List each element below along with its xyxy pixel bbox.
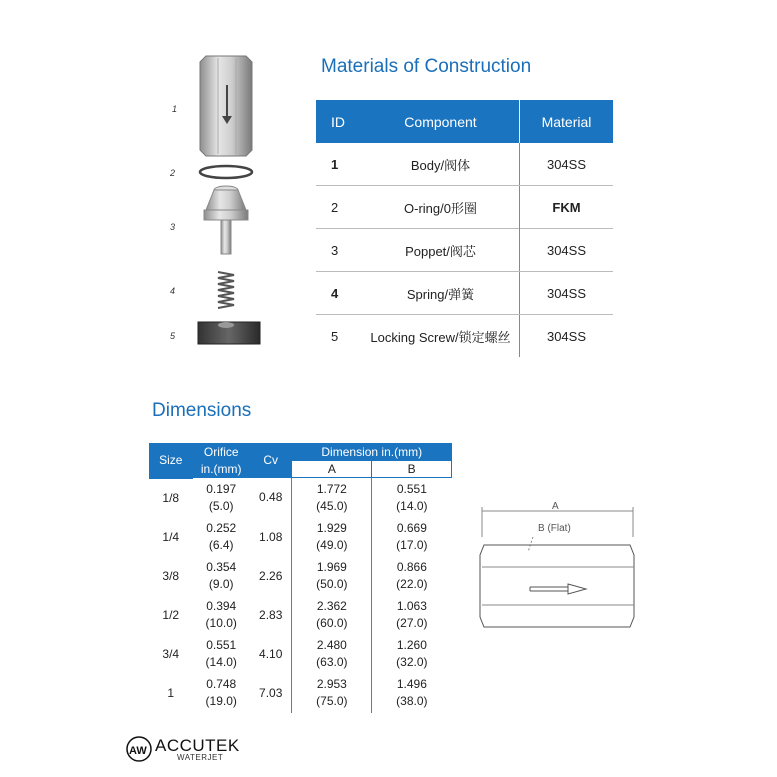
part-label-1: 1 [172, 104, 178, 114]
cell-cv [250, 518, 292, 557]
cell-dimension-b [372, 674, 452, 713]
header-cv: Cv [250, 443, 292, 478]
dimension-b-label: B (Flat) [538, 523, 571, 534]
cell-dimension-a [292, 478, 372, 518]
table-row [316, 315, 613, 358]
cell-dimension-b-value: 0.551 [396, 481, 427, 496]
cell-dimension-a-value: 1.929 [316, 521, 347, 535]
row-component: Poppet/阀芯 [362, 229, 520, 272]
cell-cv [250, 557, 292, 596]
table-row [149, 596, 452, 635]
part-label-5: 5 [170, 331, 176, 341]
logo-subtitle: WATERJET [177, 753, 224, 762]
poppet-part [204, 186, 248, 254]
header-id: ID [316, 100, 362, 143]
check-valve-exploded-drawing [190, 50, 270, 350]
table-row [149, 557, 452, 596]
cell-dimension-a-value: (63.0) [316, 655, 348, 669]
cell-orifice-value: 0.197 [206, 481, 237, 496]
dimensions-subheader-row [149, 461, 452, 478]
cell-dimension-a-value: (50.0) [316, 577, 348, 591]
table-row [149, 478, 452, 518]
dimension-drawing [478, 497, 638, 632]
cell-orifice [193, 518, 250, 557]
row-material: 304SS [520, 229, 614, 272]
header-orifice: Orifice [193, 443, 250, 461]
part-label-4: 4 [170, 286, 176, 296]
cell-size [149, 674, 193, 713]
cell-orifice-value: (10.0) [205, 616, 237, 630]
cell-cv-value: 2.26 [259, 568, 283, 583]
cell-dimension-a-value: (75.0) [316, 694, 348, 708]
cell-dimension-b [372, 557, 452, 596]
cell-cv-value: 0.48 [259, 490, 283, 504]
cell-orifice [193, 635, 250, 674]
cell-dimension-b-value: (14.0) [396, 498, 428, 513]
cell-dimension-a-value: (60.0) [316, 616, 348, 630]
cell-dimension-a-value: 1.969 [316, 560, 347, 574]
cell-dimension-a-value: 1.772 [316, 481, 347, 496]
cell-orifice [193, 596, 250, 635]
row-component: Locking Screw/锁定螺丝 [370, 329, 511, 345]
cell-dimension-b [372, 635, 452, 674]
header-a: A [292, 461, 372, 478]
table-row [316, 229, 613, 272]
logo-mark: AW [129, 745, 147, 757]
cell-size-value: 1/8 [162, 490, 180, 505]
dimensions-table [149, 443, 452, 713]
table-row [149, 635, 452, 674]
cell-dimension-b-value: (32.0) [396, 655, 428, 669]
valve-body-part [200, 56, 252, 156]
cell-cv-value: 1.08 [259, 529, 283, 544]
cell-size [149, 478, 193, 518]
header-orifice-unit: in.(mm) [193, 461, 250, 478]
cell-orifice [193, 674, 250, 713]
row-id: 5 [331, 328, 339, 344]
cell-size-value: 1/4 [162, 529, 180, 544]
cell-size [149, 596, 193, 635]
cell-dimension-b-value: (27.0) [396, 616, 428, 630]
cell-orifice [193, 557, 250, 596]
row-material: FKM [520, 186, 614, 229]
cell-size-value: 1/2 [162, 607, 180, 622]
row-material: 304SS [520, 272, 614, 315]
table-row [316, 186, 613, 229]
o-ring-part [200, 166, 252, 178]
cell-dimension-a-value: (49.0) [316, 538, 348, 552]
cell-dimension-b [372, 478, 452, 518]
header-material: Material [520, 100, 614, 143]
cell-dimension-a-value: 2.362 [316, 599, 347, 613]
cell-orifice-value: (6.4) [208, 538, 234, 552]
cell-cv-value: 4.10 [259, 646, 283, 661]
materials-table [316, 100, 613, 357]
cell-cv-value: 7.03 [259, 685, 283, 700]
cell-cv [250, 478, 292, 518]
cell-size [149, 557, 193, 596]
cell-dimension-a [292, 674, 372, 713]
cell-dimension-b-value: 0.866 [396, 560, 427, 574]
cell-dimension-a [292, 557, 372, 596]
row-component: O-ring/0形圈 [404, 200, 477, 216]
cell-cv [250, 635, 292, 674]
cell-size-value: 3/4 [162, 646, 180, 661]
cell-dimension-b-value: (22.0) [396, 577, 428, 591]
cell-dimension-b-value: 0.669 [396, 521, 427, 535]
materials-header-row [316, 100, 613, 143]
header-component: Component [362, 100, 520, 143]
cell-orifice [193, 478, 250, 518]
part-label-3: 3 [170, 222, 176, 232]
header-dimension: Dimension in.(mm) [292, 443, 452, 461]
cell-dimension-a [292, 518, 372, 557]
cell-orifice-value: (9.0) [208, 577, 234, 591]
header-b: B [372, 461, 452, 478]
cell-orifice-value: 0.748 [206, 677, 237, 691]
table-row [149, 674, 452, 713]
dimensions-header-row [149, 443, 452, 461]
cell-dimension-b [372, 596, 452, 635]
cell-dimension-b-value: 1.063 [396, 599, 427, 613]
cell-dimension-a-value: 2.953 [316, 677, 347, 691]
cell-dimension-b-value: (17.0) [396, 538, 428, 552]
table-row [316, 143, 613, 186]
row-component: Spring/弹簧 [362, 272, 520, 315]
cell-dimension-a-value: 2.480 [316, 638, 347, 652]
cell-cv [250, 596, 292, 635]
cell-size [149, 518, 193, 557]
cell-size-value: 1 [167, 685, 175, 700]
cell-orifice-value: (5.0) [208, 498, 234, 513]
cell-cv [250, 674, 292, 713]
cell-orifice-value: (14.0) [205, 655, 237, 669]
row-id: 3 [316, 229, 362, 272]
row-id: 1 [316, 143, 362, 186]
cell-dimension-b-value: 1.260 [396, 638, 427, 652]
cell-size [149, 635, 193, 674]
cell-dimension-a-value: (45.0) [316, 498, 348, 513]
cell-dimension-b [372, 518, 452, 557]
row-id: 2 [331, 199, 339, 215]
table-row [316, 272, 613, 315]
row-material: 304SS [520, 315, 614, 358]
table-row [149, 518, 452, 557]
row-id: 4 [316, 272, 362, 315]
logo-name: ACCUTEK [155, 736, 240, 755]
accutek-logo-icon [125, 735, 155, 765]
cell-orifice-value: (19.0) [205, 694, 237, 708]
materials-title: Materials of Construction [321, 56, 532, 77]
cell-cv-value: 2.83 [259, 607, 283, 622]
locking-screw-part [198, 322, 260, 344]
part-label-2: 2 [170, 168, 176, 178]
row-component: Body/阀体 [362, 143, 520, 186]
dimension-a-label: A [552, 501, 559, 512]
cell-orifice-value: 0.252 [206, 521, 237, 535]
cell-size-value: 3/8 [162, 568, 180, 583]
cell-dimension-b-value: 1.496 [396, 677, 427, 691]
dimensions-title: Dimensions [152, 400, 252, 421]
header-size: Size [149, 443, 193, 478]
cell-dimension-b-value: (38.0) [396, 694, 428, 708]
row-material: 304SS [520, 143, 614, 186]
cell-orifice-value: 0.394 [206, 599, 237, 613]
cell-dimension-a [292, 596, 372, 635]
cell-orifice-value: 0.551 [206, 638, 237, 652]
cell-dimension-a [292, 635, 372, 674]
spring-part [218, 272, 234, 308]
cell-orifice-value: 0.354 [206, 560, 237, 574]
